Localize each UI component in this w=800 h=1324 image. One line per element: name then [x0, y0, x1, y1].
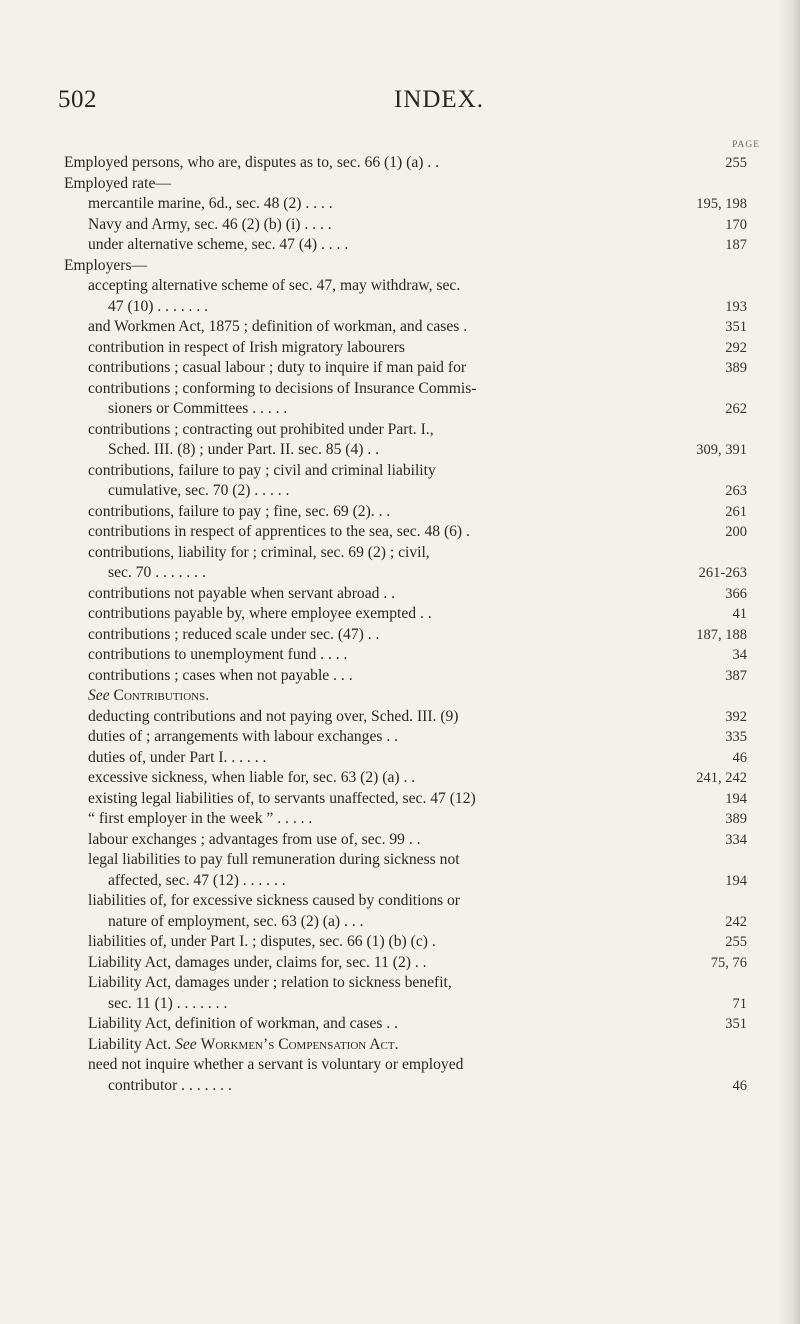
index-entry [64, 358, 747, 379]
index-entry [64, 686, 747, 707]
entry-page-ref: 255 [725, 934, 747, 950]
entry-page-ref: 195, 198 [696, 196, 747, 212]
index-entry [64, 276, 747, 297]
page-column-heading: PAGE [732, 140, 760, 150]
entry-page-ref: 170 [725, 216, 747, 233]
entry-text: Employed rate— [64, 174, 171, 192]
entry-text: sec. 70 . . . . . . . [108, 564, 206, 581]
see-reference-label: See [175, 1035, 197, 1053]
entry-text: liabilities of, for excessive sickness caused by conditions or [88, 892, 460, 909]
entry-text: Liability Act, definition of workman, and cases . . [88, 1015, 399, 1032]
index-entry [64, 297, 747, 318]
entry-page-ref: 389 [725, 811, 747, 827]
entry-page-ref: 263 [725, 483, 747, 499]
entry-page-ref: 241, 242 [696, 770, 747, 786]
index-entry [64, 932, 747, 953]
entry-page-ref: 187, 188 [696, 626, 747, 643]
entry-text: cumulative, sec. 70 (2) . . . . . [108, 482, 290, 499]
index-entry [64, 748, 747, 769]
index-entries [64, 153, 747, 1096]
index-entry [64, 994, 747, 1015]
entry-text: mercantile marine, 6d., sec. 48 (2) . . . . [88, 195, 333, 212]
entry-text: contributions in respect of apprentices to the sea, sec. 48 (6) . [88, 523, 470, 540]
running-head: INDEX. [394, 86, 485, 113]
index-entry [64, 194, 747, 215]
entry-text: existing legal liabilities of, to servants unaffected, sec. 47 (12) [88, 789, 476, 807]
entry-page-ref: 242 [725, 913, 747, 930]
entry-text: contributions not payable when servant abroad . . [88, 584, 396, 602]
entry-page-ref: 261 [725, 503, 747, 520]
index-entry [64, 563, 747, 584]
index-entry [64, 891, 747, 912]
index-entry [64, 235, 747, 256]
see-reference-target: Workmen’s Compensation Act. [200, 1035, 399, 1053]
index-entry [64, 215, 747, 236]
index-entry [64, 1055, 747, 1076]
entry-text: deducting contributions and not paying over, Sched. III. (9) [88, 707, 459, 725]
entry-page-ref: 262 [725, 401, 747, 417]
entry-page-ref: 71 [732, 995, 747, 1012]
entry-text: under alternative scheme, sec. 47 (4) . . . . [88, 236, 349, 253]
index-entry [64, 789, 747, 810]
index-entry [64, 973, 747, 994]
entry-page-ref: 335 [725, 729, 747, 745]
see-reference-target: Contributions. [113, 687, 210, 704]
index-entry [64, 768, 747, 789]
index-entry [64, 625, 747, 646]
page-header [58, 86, 758, 116]
entry-text: 47 (10) . . . . . . . [108, 297, 209, 315]
entry-page-ref: 46 [732, 1077, 747, 1094]
index-entry [64, 830, 747, 851]
entry-page-ref: 193 [725, 298, 747, 315]
entry-page-ref: 261-263 [698, 565, 747, 581]
entry-page-ref: 41 [732, 606, 747, 622]
see-reference-label: See [88, 687, 110, 704]
entry-text: contributions, liability for ; criminal, sec. 69 (2) ; civil, [88, 543, 430, 561]
entry-text: accepting alternative scheme of sec. 47, may withdraw, sec. [88, 277, 461, 294]
entry-page-ref: 366 [725, 585, 747, 602]
entry-text: “ first employer in the week ” . . . . . [88, 810, 313, 827]
index-entry [64, 1076, 747, 1097]
index-entry [64, 604, 747, 625]
entry-page-ref: 34 [732, 647, 747, 663]
entry-text: labour exchanges ; advantages from use of, sec. 99 . . [88, 830, 421, 848]
index-entry [64, 338, 747, 359]
index-entry [64, 666, 747, 687]
entry-text: Employers— [64, 256, 148, 274]
entry-text: need not inquire whether a servant is voluntary or employed [88, 1056, 464, 1073]
entry-text: Liability Act, damages under, claims for, sec. 11 (2) . . [88, 953, 427, 971]
index-entry [64, 440, 747, 461]
index-entry [64, 645, 747, 666]
entry-page-ref: 334 [725, 831, 747, 848]
index-entry [64, 174, 747, 195]
entry-page-ref: 389 [725, 360, 747, 376]
entry-page-ref: 387 [725, 667, 747, 684]
entry-page-ref: 75, 76 [710, 954, 747, 971]
entry-text: contributions payable by, where employee exempted . . [88, 605, 432, 622]
index-entry [64, 953, 747, 974]
entry-page-ref: 351 [725, 1016, 747, 1032]
index-entry [64, 809, 747, 830]
entry-page-ref: 200 [725, 524, 747, 540]
entry-text: contributions ; conforming to decisions of Insurance Commis- [88, 379, 477, 397]
entry-text: sioners or Committees . . . . . [108, 400, 288, 417]
entry-text: contributions to unemployment fund . . . . [88, 646, 348, 663]
index-entry [64, 256, 747, 277]
index-entry [64, 399, 747, 420]
entry-page-ref: 292 [725, 339, 747, 356]
index-entry [64, 707, 747, 728]
entry-text: sec. 11 (1) . . . . . . . [108, 994, 228, 1012]
entry-text: duties of, under Part I. . . . . . [88, 748, 267, 766]
index-entry [64, 317, 747, 338]
index-entry [64, 502, 747, 523]
entry-text: duties of ; arrangements with labour exchanges . . [88, 728, 399, 745]
entry-text: contributions ; cases when not payable . . . [88, 666, 353, 684]
entry-text: and Workmen Act, 1875 ; definition of workman, and cases . [88, 318, 468, 335]
index-entry [64, 153, 747, 174]
entry-text: contributor . . . . . . . [108, 1076, 232, 1094]
entry-text: contribution in respect of Irish migratory labourers [88, 338, 405, 356]
index-entry [64, 1014, 747, 1035]
index-entry [64, 871, 747, 892]
entry-page-ref: 187 [725, 237, 747, 253]
entry-page-ref: 46 [732, 749, 747, 766]
index-entry [64, 420, 747, 441]
page-number: 502 [58, 86, 97, 113]
entry-text: contributions, failure to pay ; civil and criminal liability [88, 461, 436, 479]
index-entry [64, 522, 747, 543]
index-entry [64, 727, 747, 748]
entry-page-ref: 392 [725, 708, 747, 725]
entry-text: Liability Act, damages under ; relation to sickness benefit, [88, 974, 452, 991]
index-entry [64, 379, 747, 400]
entry-text: contributions ; casual labour ; duty to inquire if man paid for [88, 359, 467, 376]
entry-text: Liability Act. [88, 1035, 172, 1053]
entry-text: contributions ; contracting out prohibited under Part. I., [88, 420, 434, 438]
entry-text: Sched. III. (8) ; under Part. II. sec. 85 (4) . . [108, 441, 380, 458]
entry-text: Navy and Army, sec. 46 (2) (b) (i) . . . . [88, 215, 332, 233]
entry-page-ref: 255 [725, 155, 747, 171]
entry-text: excessive sickness, when liable for, sec. 63 (2) (a) . . [88, 769, 416, 786]
entry-page-ref: 309, 391 [696, 442, 747, 458]
index-entry [64, 543, 747, 564]
page-edge-shadow [778, 0, 800, 1324]
entry-page-ref: 351 [725, 319, 747, 335]
index-entry [64, 1035, 747, 1056]
index-entry [64, 850, 747, 871]
entry-text: contributions, failure to pay ; fine, sec. 69 (2). . . [88, 502, 391, 520]
entry-page-ref: 194 [725, 790, 747, 807]
entry-text: Employed persons, who are, disputes as to, sec. 66 (1) (a) . . [64, 154, 440, 171]
index-entry [64, 481, 747, 502]
entry-text: liabilities of, under Part I. ; disputes, sec. 66 (1) (b) (c) . [88, 933, 436, 950]
entry-text: contributions ; reduced scale under sec. (47) . . [88, 625, 380, 643]
entry-page-ref: 194 [725, 872, 747, 889]
entry-text: legal liabilities to pay full remuneration during sickness not [88, 851, 460, 868]
index-entry [64, 584, 747, 605]
entry-text: affected, sec. 47 (12) . . . . . . [108, 871, 286, 889]
index-entry [64, 461, 747, 482]
entry-text: nature of employment, sec. 63 (2) (a) . . . [108, 912, 364, 930]
index-entry [64, 912, 747, 933]
